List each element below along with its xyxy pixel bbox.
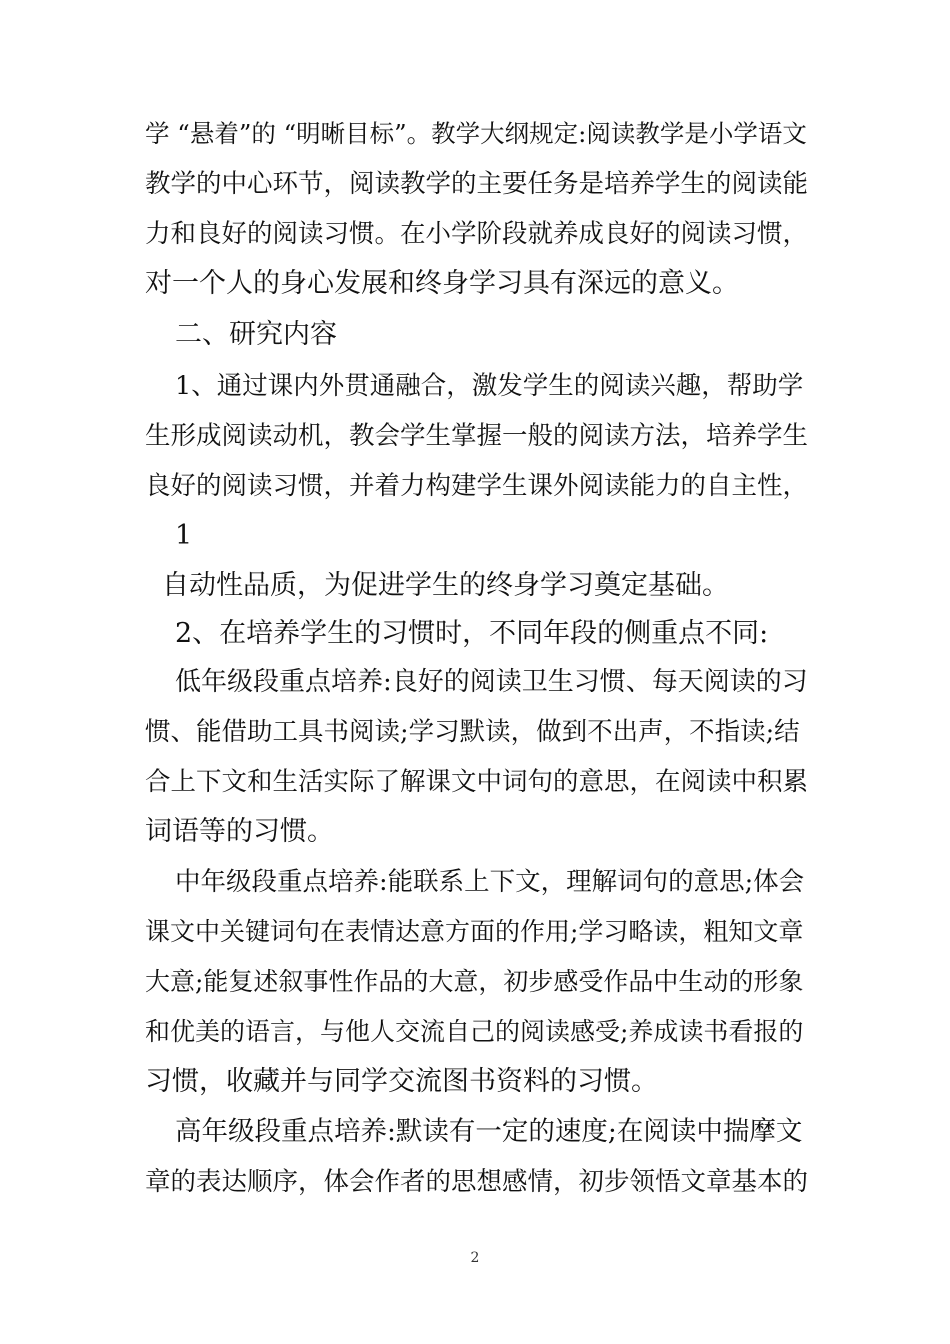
text-line: 惯、能借助工具书阅读;学习默读，做到不出声，不指读;结 — [145, 717, 800, 747]
text-line: 教学的中心环节，阅读教学的主要任务是培养学生的阅读能 — [145, 169, 809, 199]
text-line: 2、在培养学生的习惯时，不同年段的侧重点不同: — [175, 618, 769, 649]
text-line: 力和良好的阅读习惯。在小学阶段就养成良好的阅读习惯， — [145, 219, 809, 249]
text-line: 中年级段重点培养:能联系上下文，理解词句的意思;体会 — [175, 867, 805, 897]
footnote-marker: 1 — [175, 520, 193, 551]
text-line: 大意;能复述叙事性作品的大意，初步感受作品中生动的形象 — [145, 967, 804, 996]
text-line: 良好的阅读习惯，并着力构建学生课外阅读能力的自主性， — [145, 471, 809, 501]
text-line: 合上下文和生活实际了解课文中词句的意思，在阅读中积累 — [145, 767, 809, 797]
text-line: 高年级段重点培养:默读有一定的速度;在阅读中揣摩文 — [175, 1116, 803, 1147]
text-line: 和优美的语言，与他人交流自己的阅读感受;养成读书看报的 — [145, 1017, 804, 1046]
text-line: 词语等的习惯。 — [145, 816, 334, 847]
text-line: 习惯，收藏并与同学交流图书资料的习惯。 — [145, 1066, 658, 1097]
text-line: 章的表达顺序，体会作者的思想感情，初步领悟文章基本的 — [145, 1167, 809, 1197]
text-line: 1、通过课内外贯通融合，激发学生的阅读兴趣，帮助学 — [175, 371, 804, 401]
text-line: 课文中关键词句在表情达意方面的作用;学习略读，粗知文章 — [145, 917, 804, 946]
text-line: 对一个人的身心发展和终身学习具有深远的意义。 — [145, 268, 739, 299]
text-line: 自动性品质，为促进学生的终身学习奠定基础。 — [162, 570, 729, 601]
section-heading: 二、研究内容 — [175, 319, 337, 350]
text-line: 学 “悬着”的 “明晰目标”。教学大纲规定:阅读教学是小学语文 — [145, 119, 807, 148]
text-line: 低年级段重点培养:良好的阅读卫生习惯、每天阅读的习 — [175, 667, 808, 697]
text-line: 生形成阅读动机，教会学生掌握一般的阅读方法，培养学生 — [145, 421, 809, 451]
page-number: 2 — [470, 1250, 480, 1266]
